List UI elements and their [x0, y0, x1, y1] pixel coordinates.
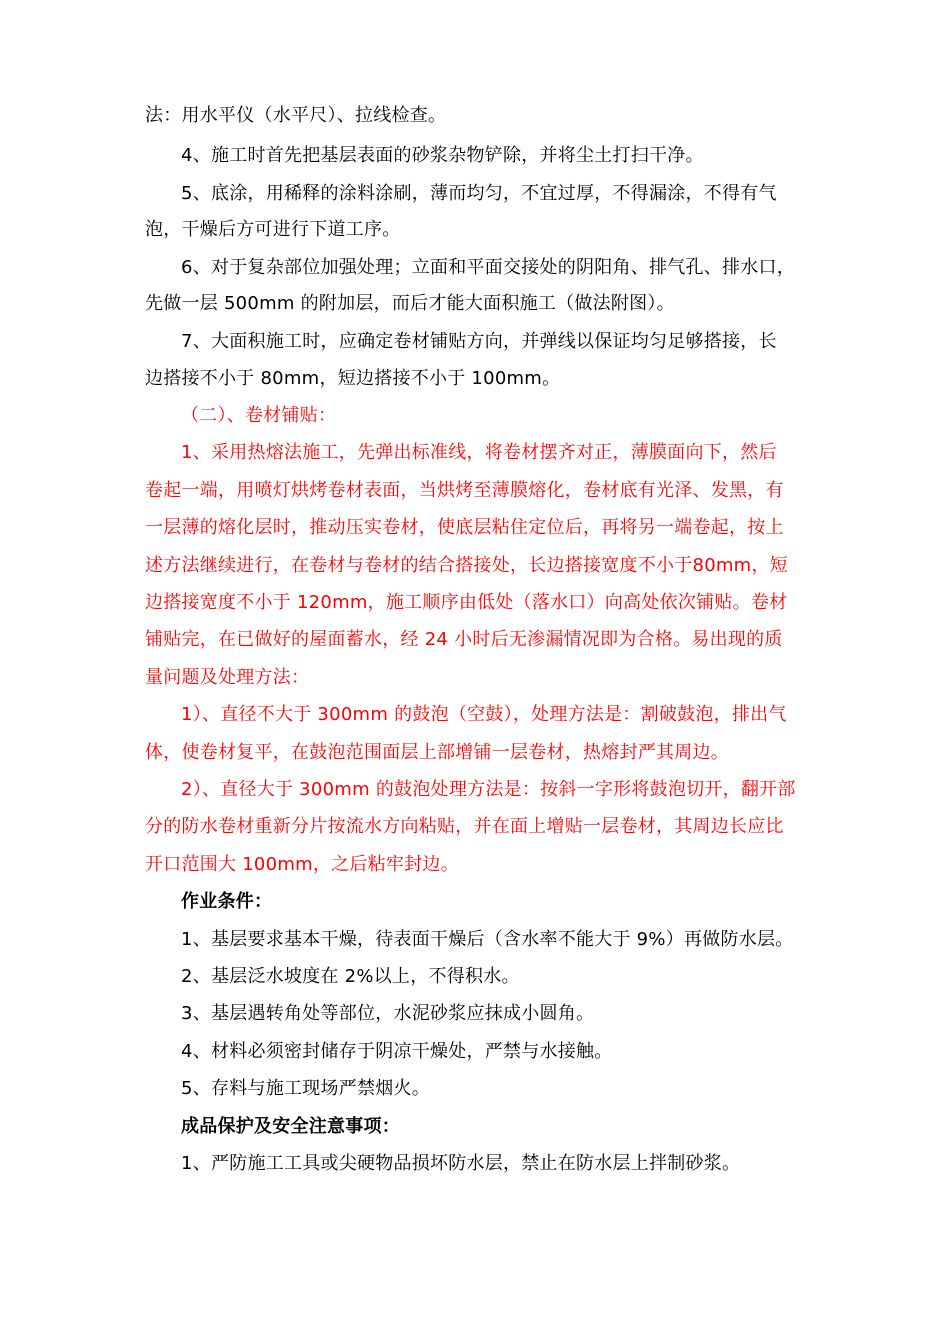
paragraph-line: 7、大面积施工时，应确定卷材铺贴方向，并弹线以保证均匀足够搭接，长	[181, 331, 777, 352]
paragraph-line: 体，使卷材复平，在鼓泡范围面层上部增铺一层卷材，热熔封严其周边。	[145, 742, 729, 763]
paragraph-line: 一层薄的熔化层时，推动压实卷材，使底层粘住定位后，再将另一端卷起，按上	[145, 517, 784, 538]
paragraph-line: 法：用水平仪（水平尺）、拉线检查。	[145, 105, 447, 126]
paragraph-line: 5、存料与施工现场严禁烟火。	[181, 1078, 430, 1099]
paragraph-line: 3、基层遇转角处等部位，水泥砂浆应抹成小圆角。	[181, 1003, 595, 1024]
paragraph-line: 4、施工时首先把基层表面的砂浆杂物铲除，并将尘土打扫干净。	[181, 145, 704, 166]
paragraph-line: 泡，干燥后方可进行下道工序。	[145, 219, 401, 240]
paragraph-line: 5、底涂，用稀释的涂料涂刷，薄而均匀，不宜过厚，不得漏涂，不得有气	[181, 183, 777, 204]
paragraph-line: 边搭接宽度不小于 120mm，施工顺序由低处（落水口）向高处依次铺贴。卷材	[145, 592, 788, 613]
section-heading: 成品保护及安全注意事项：	[181, 1116, 400, 1137]
paragraph-line: 1、采用热熔法施工，先弹出标准线，将卷材摆齐对正，薄膜面向下，然后	[181, 442, 777, 463]
paragraph-line: 分的防水卷材重新分片按流水方向粘贴，并在面上增贴一层卷材，其周边长应比	[145, 816, 784, 837]
paragraph-line: 卷起一端，用喷灯烘烤卷材表面，当烘烤至薄膜熔化，卷材底有光泽、发黑，有	[145, 480, 784, 501]
paragraph-line: 开口范围大 100mm，之后粘牢封边。	[145, 854, 459, 875]
paragraph-line: 2）、直径大于 300mm 的鼓泡处理方法是：按斜一字形将鼓泡切开，翻开部	[181, 779, 796, 800]
section-heading: （二）、卷材铺贴：	[181, 405, 337, 426]
paragraph-line: 先做一层 500mm 的附加层，而后才能大面积施工（做法附图）。	[145, 293, 675, 314]
paragraph-line: 4、材料必须密封储存于阴凉干燥处，严禁与水接触。	[181, 1041, 613, 1062]
paragraph-line: 1）、直径不大于 300mm 的鼓泡（空鼓），处理方法是：割破鼓泡，排出气	[181, 704, 787, 725]
paragraph-line: 边搭接不小于 80mm，短边搭接不小于 100mm。	[145, 368, 561, 389]
paragraph-line: 1、严防施工工具或尖硬物品损坏防水层，禁止在防水层上拌制砂浆。	[181, 1153, 741, 1174]
section-heading: 作业条件：	[181, 891, 273, 912]
paragraph-line: 述方法继续进行，在卷材与卷材的结合搭接处，长边搭接宽度不小于80mm，短	[145, 555, 788, 576]
paragraph-line: 量问题及处理方法：	[145, 667, 310, 688]
paragraph-line: 6、对于复杂部位加强处理；立面和平面交接处的阴阳角、排气孔、排水口，	[181, 257, 795, 278]
paragraph-line: 铺贴完，在已做好的屋面蓄水，经 24 小时后无渗漏情况即为合格。易出现的质	[145, 629, 783, 650]
paragraph-line: 2、基层泛水坡度在 2%以上，不得积水。	[181, 966, 520, 987]
paragraph-line: 1、基层要求基本干燥，待表面干燥后（含水率不能大于 9%）再做防水层。	[181, 929, 794, 950]
